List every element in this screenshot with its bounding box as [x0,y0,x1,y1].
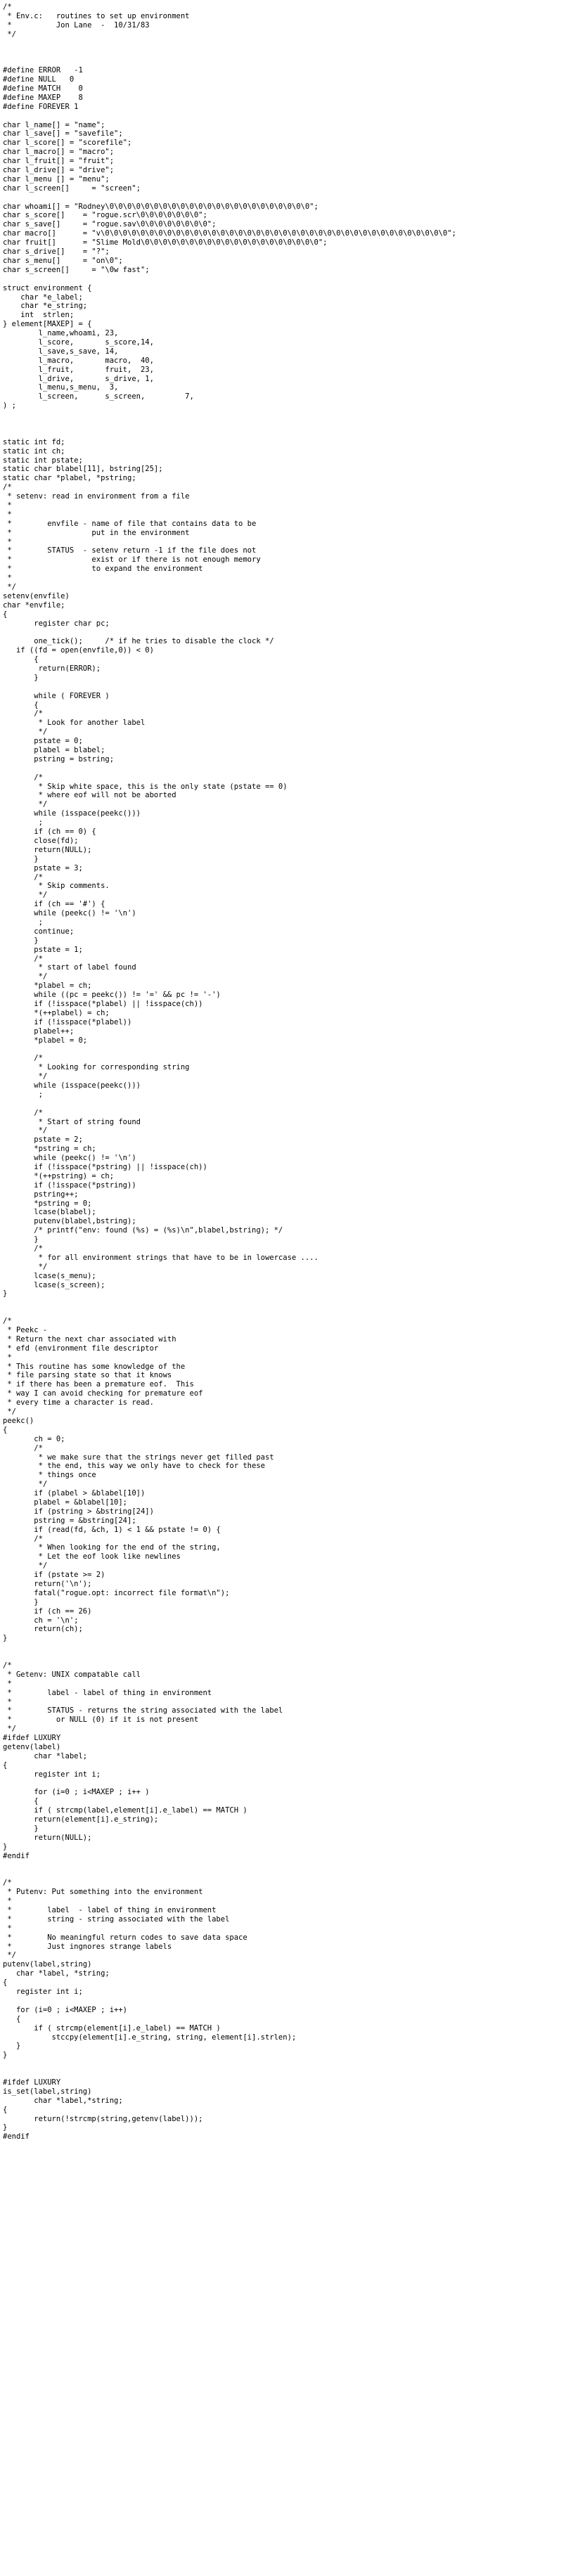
code-line: if (pstate >= 2) [3,1571,105,1580]
code-line: char *label, *string; [3,1969,110,1978]
code-line [3,1779,582,1789]
code-line: #endif [3,1851,30,1860]
code-line: l_name,whoami, 23, [3,329,119,338]
code-line: */ [3,1408,16,1417]
code-line: * Return the next char associated with [3,1334,176,1344]
code-line: * things once [3,1471,96,1480]
code-line: * way I can avoid checking for premature eof [3,1389,203,1398]
code-line: l_fruit, fruit, 23, [3,365,154,374]
code-line: * Looking for corresponding string [3,1063,190,1072]
code-line: return(NULL); [3,1833,92,1842]
code-line: #define NULL 0 [3,75,75,84]
code-line: pstate = 1; [3,945,83,954]
code-line: char l_screen[] = "screen"; [3,183,141,193]
code-line: /* [3,1534,43,1543]
code-line: pstring = &bstring[24]; [3,1516,136,1525]
code-line: while (isspace(peekc())) [3,809,141,818]
code-line: while ((pc = peekc()) != '=' && pc != '-') [3,991,221,1000]
code-line: static int fd; [3,437,65,446]
code-line: *(++pstring) = ch; [3,1171,115,1180]
code-line: if (!isspace(*plabel) || !isspace(ch)) [3,999,203,1008]
code-line: *(++plabel) = ch; [3,1008,110,1017]
code-line: char l_menu [] = "menu"; [3,174,110,183]
code-line: /* [3,1054,43,1063]
code-line: /* [3,1443,43,1453]
code-line: static int ch; [3,446,65,456]
code-line: char s_save[] = "rogue.sav\0\0\0\0\0\0\0\0"; [3,220,217,229]
code-line: } [3,1634,8,1643]
code-line: */ [3,1951,16,1960]
code-line: for (i=0 ; i<MAXEP ; i++) [3,2005,128,2014]
code-line: char *e_label; [3,292,83,302]
code-line [3,420,582,429]
code-line: char whoami[] = "Rodney\0\0\0\0\0\0\0\0\0\0\0\0\0\0\0\0\0\0\0\0\0\0\0"; [3,202,319,211]
code-line: * [3,510,12,519]
code-line: /* [3,1879,12,1888]
code-line: pstate = 3; [3,863,83,872]
code-line: /* [3,3,12,11]
code-line: /* [3,872,43,882]
code-line [3,764,582,773]
code-line: register char pc; [3,619,110,628]
code-line [3,48,582,57]
code-line: l_macro, macro, 40, [3,356,154,365]
code-line: /* [3,483,12,492]
code-line: */ [3,891,48,900]
code-line: ch = 0; [3,1434,65,1443]
code-line: return(ch); [3,1625,83,1634]
code-line: } [3,1824,39,1834]
code-line: * where eof will not be aborted [3,791,176,800]
code-line [3,1045,582,1054]
code-line: setenv(envfile) [3,591,70,600]
code-line [3,683,582,692]
code-line: * [3,1353,12,1362]
code-line: */ [3,1561,48,1571]
code-line: static char blabel[11], bstring[25]; [3,465,163,474]
code-line: { [3,1760,8,1770]
code-line: return('\n'); [3,1579,92,1588]
code-line: #ifdef LUXURY [3,1734,61,1743]
code-line: ch = '\n'; [3,1616,79,1625]
code-line [3,1997,582,2006]
code-line [3,2069,582,2078]
code-line: */ [3,1126,48,1135]
code-line: * or NULL (0) if it is not present [3,1715,199,1725]
code-line: { [3,610,8,619]
code-line: if (plabel > &blabel[10]) [3,1489,146,1498]
code-line: #define ERROR -1 [3,66,83,75]
code-line [3,411,582,420]
code-line: is_set(label,string) [3,2087,92,2096]
code-line: if (!isspace(*plabel)) [3,1017,132,1026]
code-line: lcase(s_screen); [3,1280,105,1289]
code-line: } element[MAXEP] = { [3,320,92,329]
code-line: continue; [3,927,75,936]
code-line: * label - label of thing in environment [3,1688,212,1697]
code-line: lcase(blabel); [3,1208,96,1217]
code-line: * [3,537,12,546]
code-line: * Skip white space, this is the only state (pstate == 0) [3,782,288,791]
code-line: * This routine has some knowledge of the [3,1362,186,1371]
code-line: char fruit[] = "Slime Mold\0\0\0\0\0\0\0\0\0\0\0\0\0\0\0\0\0\0\0\0"; [3,238,328,247]
code-line: char s_menu[] = "on\0"; [3,256,123,265]
code-line: struct environment { [3,283,92,292]
code-line: */ [3,1262,48,1271]
code-line: * [3,574,12,583]
code-line: * Peekc - [3,1326,48,1335]
code-line: /* [3,1244,43,1254]
code-line: pstring = bstring; [3,754,115,764]
code-line: * the end, this way we only have to check for these [3,1462,265,1471]
code-line: */ [3,1725,16,1734]
code-line [3,1643,582,1652]
code-line: return(ERROR); [3,664,101,674]
code-line: * [3,1924,12,1933]
code-line: l_save,s_save, 14, [3,347,119,356]
code-line: char l_drive[] = "drive"; [3,166,115,175]
code-line: * Getenv: UNIX compatable call [3,1670,141,1679]
code-line: plabel = &blabel[10]; [3,1498,128,1507]
code-line: char s_drive[] = "?"; [3,247,110,257]
code-line: char macro[] = "v\0\0\0\0\0\0\0\0\0\0\0\0\0\0\0\0\0\0\0\0\0\0\0\0\0\0\0\0\0\0\0\0\0\0\0\0\0\0\0"; [3,229,456,238]
code-line: getenv(label) [3,1743,61,1751]
code-line: if (!isspace(*pstring)) [3,1180,136,1190]
code-line: /* [3,773,43,782]
code-line: * Jon Lane - 10/31/83 [3,20,150,30]
code-line: register int i; [3,1988,83,1997]
code-line [3,1299,582,1308]
code-line: lcase(s_menu); [3,1271,96,1280]
code-line: { [3,1425,8,1434]
code-line: peekc() [3,1416,34,1425]
code-line: * When looking for the end of the string, [3,1543,221,1552]
code-line: *plabel = 0; [3,1036,88,1045]
code-line [3,1652,582,1661]
code-line: #ifdef LUXURY [3,2078,61,2087]
code-line: { [3,1978,8,1988]
code-line: * label - label of thing in environment [3,1906,217,1915]
code-line: #define MATCH 0 [3,84,83,94]
code-line: /* [3,954,43,963]
code-line: char l_name[] = "name"; [3,120,105,129]
code-line: #define MAXEP 8 [3,93,83,102]
code-line: fatal("rogue.opt: incorrect file format\n"); [3,1588,230,1597]
code-line: /* printf("env: found (%s) = (%s)\n",blabel,bstring); */ [3,1226,283,1235]
code-line [3,275,582,284]
source-code-listing [3,3,582,2142]
code-line [3,2060,582,2069]
code-line: } [3,936,39,945]
code-line [3,429,582,438]
code-line: *pstring = 0; [3,1199,92,1208]
code-line: ) ; [3,401,16,411]
code-line: } [3,1597,39,1606]
code-line [3,193,582,202]
code-line: * Putenv: Put something into the environment [3,1888,203,1897]
code-line: * STATUS - setenv return -1 if the file does not [3,546,257,555]
code-line: * Skip comments. [3,882,110,891]
code-line: * to expand the environment [3,565,203,574]
code-line: while (peekc() != '\n') [3,909,136,918]
code-line: { [3,655,39,664]
code-line: } [3,2051,8,2060]
code-line: } [3,1842,8,1851]
code-line: * [3,1679,12,1688]
code-line: *plabel = ch; [3,981,92,991]
code-line: if (read(fd, &ch, 1) < 1 && pstate != 0) { [3,1525,221,1534]
code-line [3,1869,582,1879]
code-line: * [3,501,12,510]
code-line: char s_score[] = "rogue.scr\0\0\0\0\0\0\0"; [3,211,207,220]
code-line: */ [3,1072,48,1081]
code-line: int strlen; [3,311,75,320]
code-line: while (peekc() != '\n') [3,1154,136,1163]
code-line: if ((fd = open(envfile,0)) < 0) [3,646,154,655]
code-line: { [3,700,39,709]
code-line: register int i; [3,1770,101,1779]
code-line: * envfile - name of file that contains data to be [3,519,257,528]
code-line: #endif [3,2132,30,2142]
code-line: * STATUS - returns the string associated with the label [3,1706,283,1715]
code-line: ; [3,1090,43,1099]
code-line: char *label; [3,1751,88,1760]
code-line: if (ch == 26) [3,1606,92,1616]
code-line: for (i=0 ; i<MAXEP ; i++ ) [3,1788,150,1797]
code-line: /* [3,709,43,719]
code-line: * start of label found [3,963,136,972]
code-line: char l_macro[] = "macro"; [3,148,115,157]
code-line [3,39,582,49]
code-line: if (ch == 0) { [3,827,96,837]
code-line: * [3,1897,12,1906]
code-line: return(NULL); [3,845,92,854]
code-line: } [3,1235,39,1244]
code-line: l_menu,s_menu, 3, [3,383,119,392]
code-line: while ( FOREVER ) [3,691,110,700]
code-line: * every time a character is read. [3,1398,154,1408]
code-line: */ [3,800,48,809]
code-line [3,112,582,121]
code-line: plabel++; [3,1026,75,1036]
code-line: close(fd); [3,836,79,845]
code-line: static int pstate; [3,456,83,465]
code-line [3,1100,582,1109]
code-line: char l_score[] = "scorefile"; [3,139,132,148]
code-line: putenv(blabel,bstring); [3,1217,136,1226]
code-line: * Env.c: routines to set up environment [3,11,190,20]
code-line: /* [3,1108,43,1117]
code-line: pstate = 0; [3,737,83,746]
code-line: * [3,1697,12,1706]
code-line: plabel = blabel; [3,746,105,755]
code-line: one_tick(); /* if he tries to disable the clock */ [3,637,274,646]
code-line: { [3,2105,8,2114]
code-line: ; [3,818,43,827]
code-line: } [3,854,39,863]
code-line: if ( strcmp(label,element[i].e_label) == MATCH ) [3,1806,248,1815]
code-line: * if there has been a premature eof. This [3,1380,194,1389]
code-line: * file parsing state so that it knows [3,1371,172,1380]
code-line: if (!isspace(*pstring) || !isspace(ch)) [3,1163,207,1171]
code-line: /* [3,1661,12,1670]
code-line [3,1861,582,1870]
code-line: return(element[i].e_string); [3,1815,159,1824]
code-line: } [3,673,39,682]
code-line: l_screen, s_screen, 7, [3,392,194,401]
code-line: while (isspace(peekc())) [3,1081,141,1090]
code-line: static char *plabel, *pstring; [3,474,136,483]
code-line [3,628,582,637]
code-line: if ( strcmp(element[i].e_label) == MATCH ) [3,2023,221,2033]
code-line: ; [3,917,43,927]
code-line: */ [3,1480,48,1489]
code-line: */ [3,30,16,39]
code-line: */ [3,972,48,981]
code-line: putenv(label,string) [3,1960,92,1969]
code-line: pstate = 2; [3,1135,83,1145]
code-line: * Start of string found [3,1117,141,1126]
code-line: } [3,2042,21,2051]
code-line: * Just ingnores strange labels [3,1942,172,1951]
code-line [3,57,582,66]
code-line: { [3,1797,39,1806]
code-line: */ [3,728,48,737]
code-line: *pstring = ch; [3,1145,96,1154]
code-line: if (pstring > &bstring[24]) [3,1507,154,1516]
code-line: { [3,2014,21,2023]
code-line: char l_save[] = "savefile"; [3,129,123,139]
code-line: * No meaningful return codes to save data space [3,1933,248,1942]
code-line: * we make sure that the strings never get filled past [3,1453,274,1462]
code-line: char *label,*string; [3,2096,123,2105]
code-line: /* [3,1317,12,1326]
code-line: * setenv: read in environment from a file [3,492,190,501]
code-line: pstring++; [3,1190,79,1199]
code-line [3,1308,582,1317]
code-line: * exist or if there is not enough memory [3,555,261,565]
code-line: * Look for another label [3,719,146,728]
code-line: * string - string associated with the label [3,1914,230,1924]
code-line: if (ch == '#') { [3,900,105,909]
code-line: */ [3,583,16,591]
code-line: } [3,2123,8,2132]
code-line: } [3,1289,8,1299]
code-line: l_drive, s_drive, 1, [3,374,154,383]
code-line: * efd (environment file descriptor [3,1344,159,1353]
code-line: return(!strcmp(string,getenv(label))); [3,2114,203,2123]
code-line: char *envfile; [3,600,65,610]
code-line: char s_screen[] = "\0w fast"; [3,265,150,274]
code-line: char *e_string; [3,302,88,311]
code-line: * put in the environment [3,528,190,537]
code-line: char l_fruit[] = "fruit"; [3,157,115,166]
code-line: * for all environment strings that have to be in lowercase .... [3,1253,319,1262]
code-line: * Let the eof look like newlines [3,1552,181,1561]
code-line: stccpy(element[i].e_string, string, element[i].strlen); [3,2033,297,2042]
code-line: #define FOREVER 1 [3,102,79,111]
code-line: l_score, s_score,14, [3,337,154,347]
